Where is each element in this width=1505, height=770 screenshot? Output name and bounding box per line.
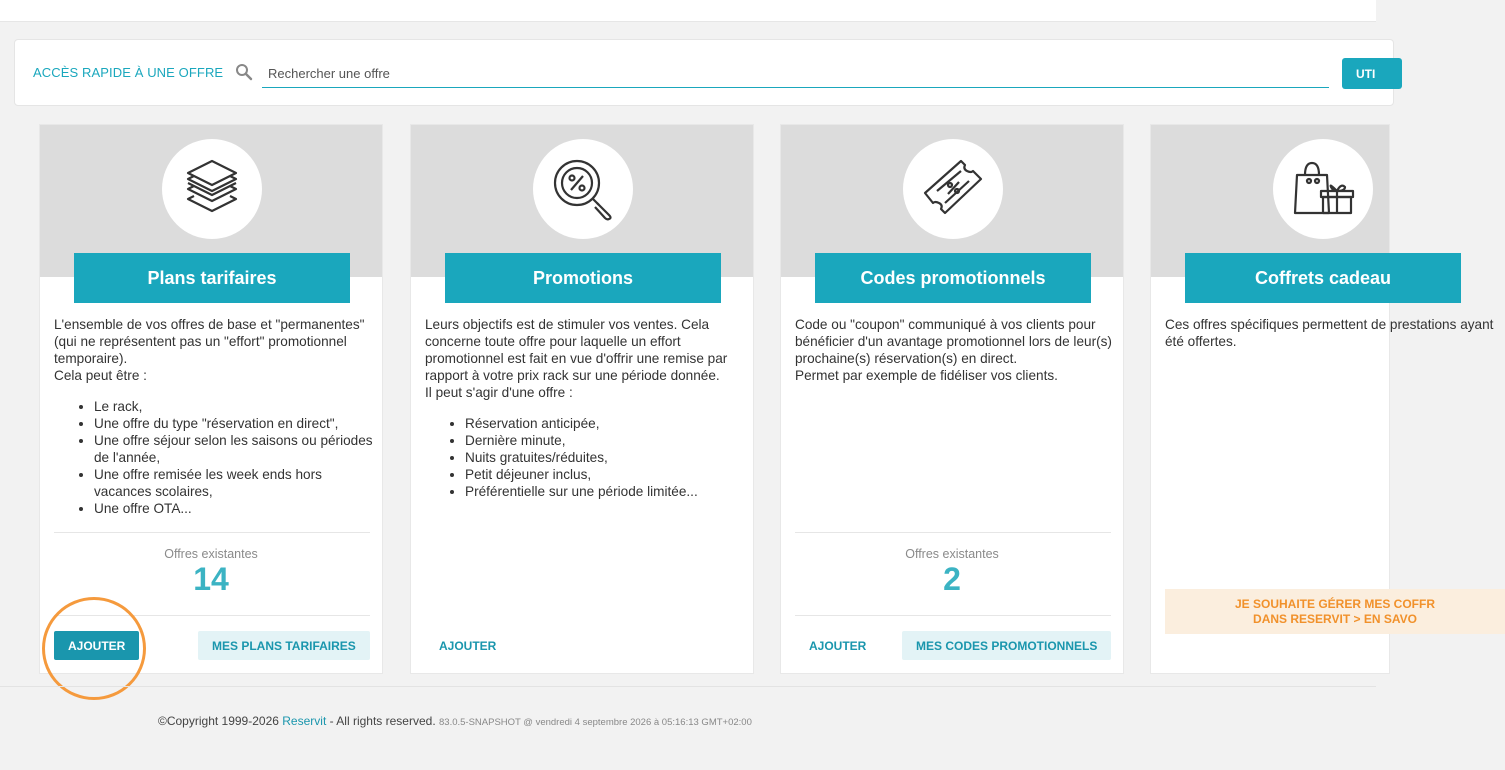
offer-types-list [94,398,374,517]
card-plans-tarifaires [39,124,383,674]
description-text: Cela peut être : [54,368,147,383]
list-item: • Le rack, [94,398,374,415]
list-item: • Une offre OTA... [94,500,374,517]
gift-box-management-link[interactable] [1165,589,1505,634]
description-text: Code ou "coupon" communiqué à vos clients pour bénéficier d'un avantage promotionnel lors de leur(s) prochaine(s) réservation(s) en direct. [795,317,1112,366]
footer [0,714,1376,728]
list-item: • Une offre séjour selon les saisons ou périodes de l'année, [94,432,374,466]
list-item: • Réservation anticipée, [465,415,745,432]
description-text: Ces offres spécifiques permettent de prestations ayant été offertes. [1165,317,1494,349]
card-promotions [410,124,754,674]
card-title: Codes promotionnels [815,253,1091,303]
divider [795,615,1111,616]
brand-link[interactable]: Reservit [282,714,327,728]
list-item: • Dernière minute, [465,432,745,449]
top-bar [0,0,1376,22]
search-icon [235,63,253,81]
list-item: • Nuits gratuites/réduites, [465,449,745,466]
gift-bag-icon [1273,139,1373,239]
card-title: Plans tarifaires [74,253,350,303]
list-item: • Une offre remisée les week ends hors vacances scolaires, [94,466,374,500]
my-rate-plans-button[interactable]: MES PLANS TARIFAIRES [198,631,370,660]
layers-icon [162,139,262,239]
divider [54,532,370,533]
list-item: • Petit déjeuner inclus, [465,466,745,483]
list-item: • Préférentielle sur une période limitée... [465,483,745,500]
highlight-circle [42,597,146,700]
add-button[interactable]: AJOUTER [54,631,139,660]
coupon-icon [903,139,1003,239]
card-description [795,316,1115,384]
card-description [1165,316,1494,350]
warning-line: DANS RESERVIT > EN SAVO [1253,612,1417,626]
footer-divider [0,686,1376,687]
list-item: • Une offre du type "réservation en direct", [94,415,374,432]
card-coffrets-cadeau [1150,124,1494,674]
rights-text: - All rights reserved. [326,714,439,728]
search-action-button[interactable]: UTI [1342,58,1402,89]
card-description [54,316,374,517]
quick-access-title: ACCÈS RAPIDE À UNE OFFRE [33,65,224,80]
count-value: 14 [193,561,229,597]
divider [795,532,1111,533]
my-promo-codes-button[interactable]: MES CODES PROMOTIONNELS [902,631,1111,660]
description-text: Leurs objectifs est de stimuler vos ventes. Cela concerne toute offre pour laquelle un effort promotionnel est fait en vue d'offrir une remise par rapport à votre prix rack sur une période donnée. [425,317,728,383]
copyright-text: ©Copyright 1999-2026 [158,714,283,728]
warning-line: JE SOUHAITE GÉRER MES COFFR [1234,597,1436,611]
card-description [425,316,745,500]
offer-types-list [465,415,745,500]
card-title: Coffrets cadeau [1185,253,1461,303]
card-title: Promotions [445,253,721,303]
count-value: 2 [943,561,961,597]
description-text: Permet par exemple de fidéliser vos clients. [795,368,1058,383]
add-button[interactable]: AJOUTER [795,631,880,660]
quick-access-panel [14,39,1394,106]
add-button[interactable]: AJOUTER [425,631,510,660]
search-input[interactable] [262,60,1329,88]
version-text: 83.0.5-SNAPSHOT @ vendredi 4 septembre 2026 à 05:16:13 GMT+02:00 [439,717,752,728]
description-text: Il peut s'agir d'une offre : [425,385,573,400]
count-label: Offres existantes [905,547,999,561]
count-label: Offres existantes [164,547,258,561]
card-codes-promotionnels [780,124,1124,674]
percent-magnifier-icon [533,139,633,239]
description-text: L'ensemble de vos offres de base et "permanentes" (qui ne représentent pas un "effort" promotionnel temporaire). [54,317,365,366]
